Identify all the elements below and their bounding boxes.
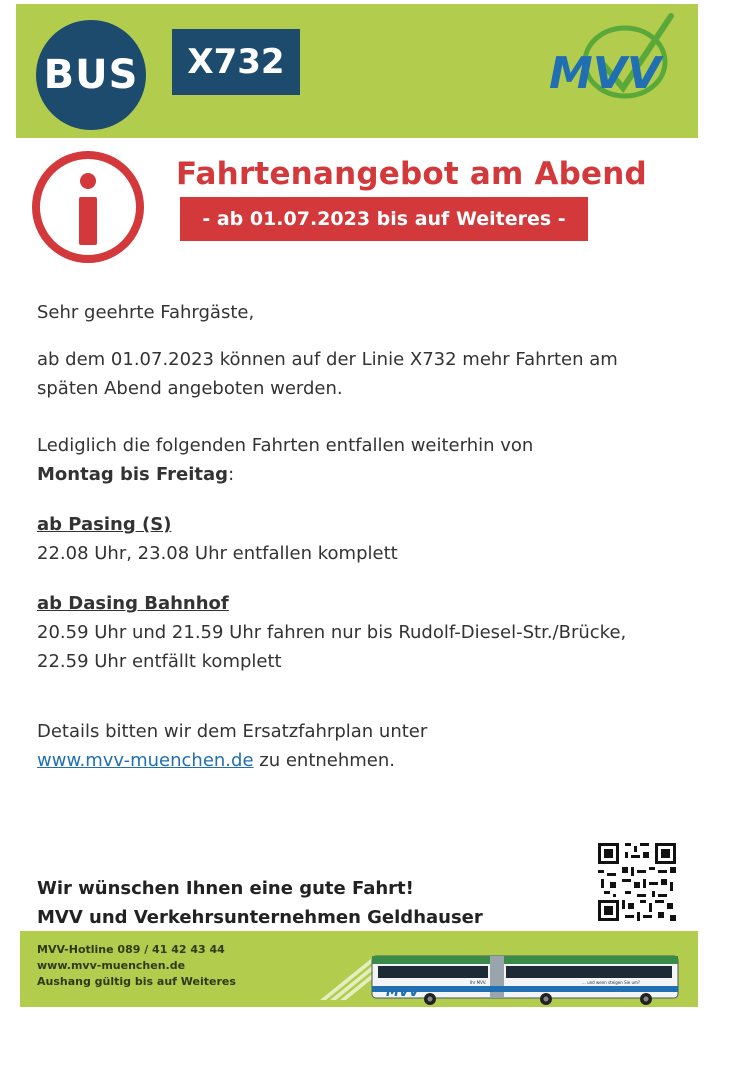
date-range-banner: - ab 01.07.2023 bis auf Weiteres - [180, 197, 588, 241]
closing-message [37, 874, 483, 932]
footer-website-link[interactable]: www.mvv-muenchen.de [37, 959, 186, 972]
section-heading-dasing: ab Dasing Bahnhof [37, 593, 229, 614]
section-text-pasing: 22.08 Uhr, 23.08 Uhr entfallen komplett [37, 543, 398, 564]
weekdays-label: Montag bis Freitag [37, 464, 229, 485]
svg-text:... und wenn steigen Sie um?: ... und wenn steigen Sie um? [582, 980, 641, 985]
qr-code-icon[interactable] [598, 843, 676, 921]
info-icon [32, 151, 144, 263]
svg-text:Ihr MVV.: Ihr MVV. [470, 980, 487, 985]
notice-title: Fahrtenangebot am Abend [176, 156, 647, 192]
bus-icon [320, 950, 686, 1007]
mvv-website-link[interactable]: www.mvv-muenchen.de [37, 750, 254, 771]
intro-text-line-2: späten Abend angeboten werden. [37, 378, 343, 399]
details-text-line-2: www.mvv-muenchen.de zu entnehmen. [37, 750, 395, 771]
closing-line-1: Wir wünschen Ihnen eine gute Fahrt! [37, 878, 414, 899]
bus-badge: BUS [36, 20, 146, 130]
cancellation-text-line-2: Montag bis Freitag: [37, 464, 235, 485]
greeting: Sehr geehrte Fahrgäste, [37, 302, 255, 323]
details-text-line-1: Details bitten wir dem Ersatzfahrplan unter [37, 721, 428, 742]
mvv-logo-text: MVV [549, 48, 661, 99]
section-heading-pasing: ab Pasing (S) [37, 514, 172, 535]
route-number: X732 [172, 29, 300, 95]
svg-text:MVV: MVV [386, 985, 420, 1000]
footer-info [37, 942, 236, 990]
section-text-dasing-line-2: 22.59 Uhr entfällt komplett [37, 651, 282, 672]
intro-text-line-1: ab dem 01.07.2023 können auf der Linie X732 mehr Fahrten am [37, 349, 618, 370]
hotline-text: MVV-Hotline 089 / 41 42 43 44 [37, 943, 225, 956]
section-text-dasing-line-1: 20.59 Uhr und 21.59 Uhr fahren nur bis Rudolf-Diesel-Str./Brücke, [37, 622, 627, 643]
mvv-logo [545, 10, 675, 102]
cancellation-text-line-1: Lediglich die folgenden Fahrten entfallen weiterhin von [37, 435, 534, 456]
closing-line-2: MVV und Verkehrsunternehmen Geldhauser [37, 907, 483, 928]
validity-text: Aushang gültig bis auf Weiteres [37, 975, 236, 988]
